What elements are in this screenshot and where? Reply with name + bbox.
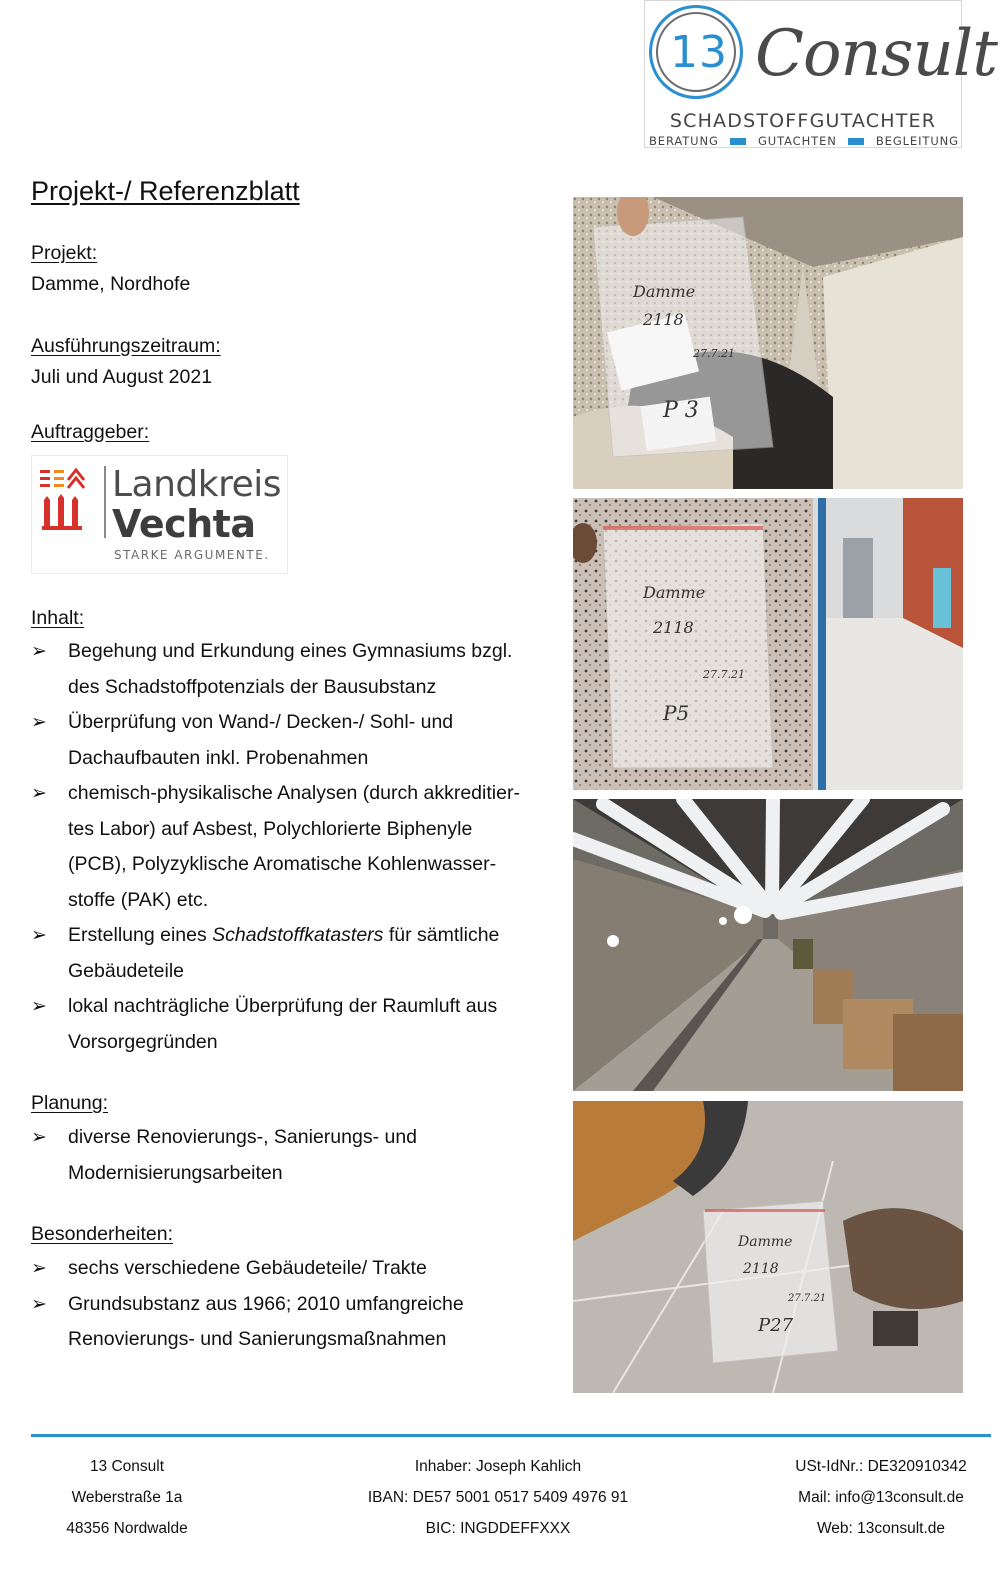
footer-address bbox=[27, 1451, 227, 1544]
arrow-bullet-icon: ➢ bbox=[31, 996, 47, 1017]
bag-label-text: 27.7.21 bbox=[788, 1293, 827, 1304]
logo-tag-beratung: BERATUNG bbox=[649, 134, 719, 148]
auftraggeber-heading: Auftraggeber: bbox=[31, 421, 150, 443]
logo-tagline bbox=[647, 134, 961, 148]
footer-company: 13 Consult bbox=[89, 1458, 165, 1475]
photo-floor-image bbox=[573, 1101, 963, 1393]
footer-divider bbox=[31, 1434, 991, 1437]
logo-subtitle: SCHADSTOFFGUTACHTER bbox=[669, 110, 937, 132]
photo-sample-hallway bbox=[573, 498, 963, 790]
arrow-bullet-icon: ➢ bbox=[31, 1127, 47, 1148]
arrow-bullet-icon: ➢ bbox=[31, 925, 47, 946]
photo-hallway-image bbox=[573, 498, 963, 790]
photo-sample-floor bbox=[573, 1101, 963, 1393]
list-item: ➢ Erstellung eines Schadstoffkatasters für sämtliche Gebäudeteile bbox=[31, 918, 551, 989]
arrow-bullet-icon: ➢ bbox=[31, 783, 47, 804]
bag-label-text: P27 bbox=[758, 1315, 794, 1336]
bag-label-text: Damme bbox=[643, 583, 706, 602]
square-icon bbox=[848, 138, 864, 145]
logo-slogan: STARKE ARGUMENTE. bbox=[114, 548, 270, 562]
photo-sample-roof bbox=[573, 197, 963, 489]
bag-label-text: Damme bbox=[633, 282, 696, 301]
zeitraum-heading: Ausführungszeitraum: bbox=[31, 335, 221, 357]
projekt-heading: Projekt: bbox=[31, 242, 98, 264]
coat-of-arms-icon bbox=[40, 468, 92, 540]
vechta-text: Vechta bbox=[112, 502, 256, 546]
bag-label-text: P5 bbox=[663, 701, 690, 725]
footer-mail-link[interactable]: Mail: info@13consult.de bbox=[798, 1489, 964, 1506]
footer-vat: USt-IdNr.: DE320910342 bbox=[795, 1458, 967, 1475]
list-item: ➢ Begehung und Erkundung eines Gymnasiums bzgl. des Schadstoffpotenzials der Bausubstanz bbox=[31, 634, 551, 705]
besonderheiten-heading: Besonderheiten: bbox=[31, 1223, 174, 1245]
footer-bic: BIC: INGDDEFFXXX bbox=[425, 1520, 571, 1537]
list-item: ➢ Grundsubstanz aus 1966; 2010 umfangreiche Renovierungs- und Sanierungsmaßnahmen bbox=[31, 1287, 551, 1358]
list-item: ➢ diverse Renovierungs-, Sanierungs- und Modernisierungsarbeiten bbox=[31, 1120, 551, 1191]
list-item: ➢ lokal nachträgliche Überprüfung der Raumluft aus Vorsorgegründen bbox=[31, 989, 551, 1060]
bag-label-text: Damme bbox=[738, 1234, 793, 1250]
list-item: ➢ chemisch-physikalische Analysen (durch akkreditier- tes Labor) auf Asbest, Polychlorierte Biphenyle (PCB), Polyzyklische Aromatische Kohlenwasser- stoffe (PAK) etc. bbox=[31, 776, 551, 918]
arrow-bullet-icon: ➢ bbox=[31, 1258, 47, 1279]
bag-label-text: 27.7.21 bbox=[703, 668, 745, 681]
arrow-bullet-icon: ➢ bbox=[31, 712, 47, 733]
page-title: Projekt-/ Referenzblatt bbox=[31, 176, 300, 206]
landkreis-vechta-logo bbox=[31, 455, 288, 574]
logo-ring-icon bbox=[649, 5, 743, 99]
company-logo bbox=[644, 0, 997, 148]
logo-number: 13 bbox=[670, 27, 728, 78]
arrow-bullet-icon: ➢ bbox=[31, 1293, 47, 1315]
footer-bank bbox=[330, 1451, 666, 1544]
footer-iban: IBAN: DE57 5001 0517 5409 4976 91 bbox=[367, 1489, 629, 1506]
logo-tag-begleitung: BEGLEITUNG bbox=[875, 134, 959, 148]
footer-owner: Inhaber: Joseph Kahlich bbox=[414, 1458, 582, 1475]
logo-tag-gutachten: GUTACHTEN bbox=[757, 134, 837, 148]
square-icon bbox=[730, 138, 746, 145]
bag-label-text: 2118 bbox=[743, 1261, 779, 1277]
arrow-bullet-icon: ➢ bbox=[31, 641, 47, 662]
photo-utility-tunnel bbox=[573, 799, 963, 1091]
bag-label-text: 27.7.21 bbox=[693, 347, 735, 360]
zeitraum-value: Juli und August 2021 bbox=[31, 366, 213, 388]
list-item: ➢ sechs verschiedene Gebäudeteile/ Trakte bbox=[31, 1251, 551, 1287]
inhalt-list bbox=[31, 634, 551, 1060]
planung-heading: Planung: bbox=[31, 1092, 108, 1114]
footer-web-link[interactable]: Web: 13consult.de bbox=[816, 1520, 946, 1537]
list-item: ➢ Überprüfung von Wand-/ Decken-/ Sohl- und Dachaufbauten inkl. Probenahmen bbox=[31, 705, 551, 776]
inhalt-heading: Inhalt: bbox=[31, 607, 85, 629]
footer-contact bbox=[770, 1451, 992, 1544]
bag-label-text: P 3 bbox=[663, 398, 699, 423]
projekt-value: Damme, Nordhofe bbox=[31, 273, 191, 295]
logo-divider bbox=[104, 466, 106, 538]
logo-wordmark: Consult bbox=[755, 17, 997, 91]
bag-label-text: 2118 bbox=[653, 618, 694, 637]
landkreis-text: Landkreis bbox=[112, 464, 282, 505]
photo-roof-image bbox=[573, 197, 963, 489]
photo-tunnel-image bbox=[573, 799, 963, 1091]
footer-city: 48356 Nordwalde bbox=[66, 1520, 188, 1537]
planung-list bbox=[31, 1120, 551, 1191]
bag-label-text: 2118 bbox=[643, 310, 684, 329]
besonderheiten-list bbox=[31, 1251, 551, 1358]
footer-street: Weberstraße 1a bbox=[71, 1489, 183, 1506]
